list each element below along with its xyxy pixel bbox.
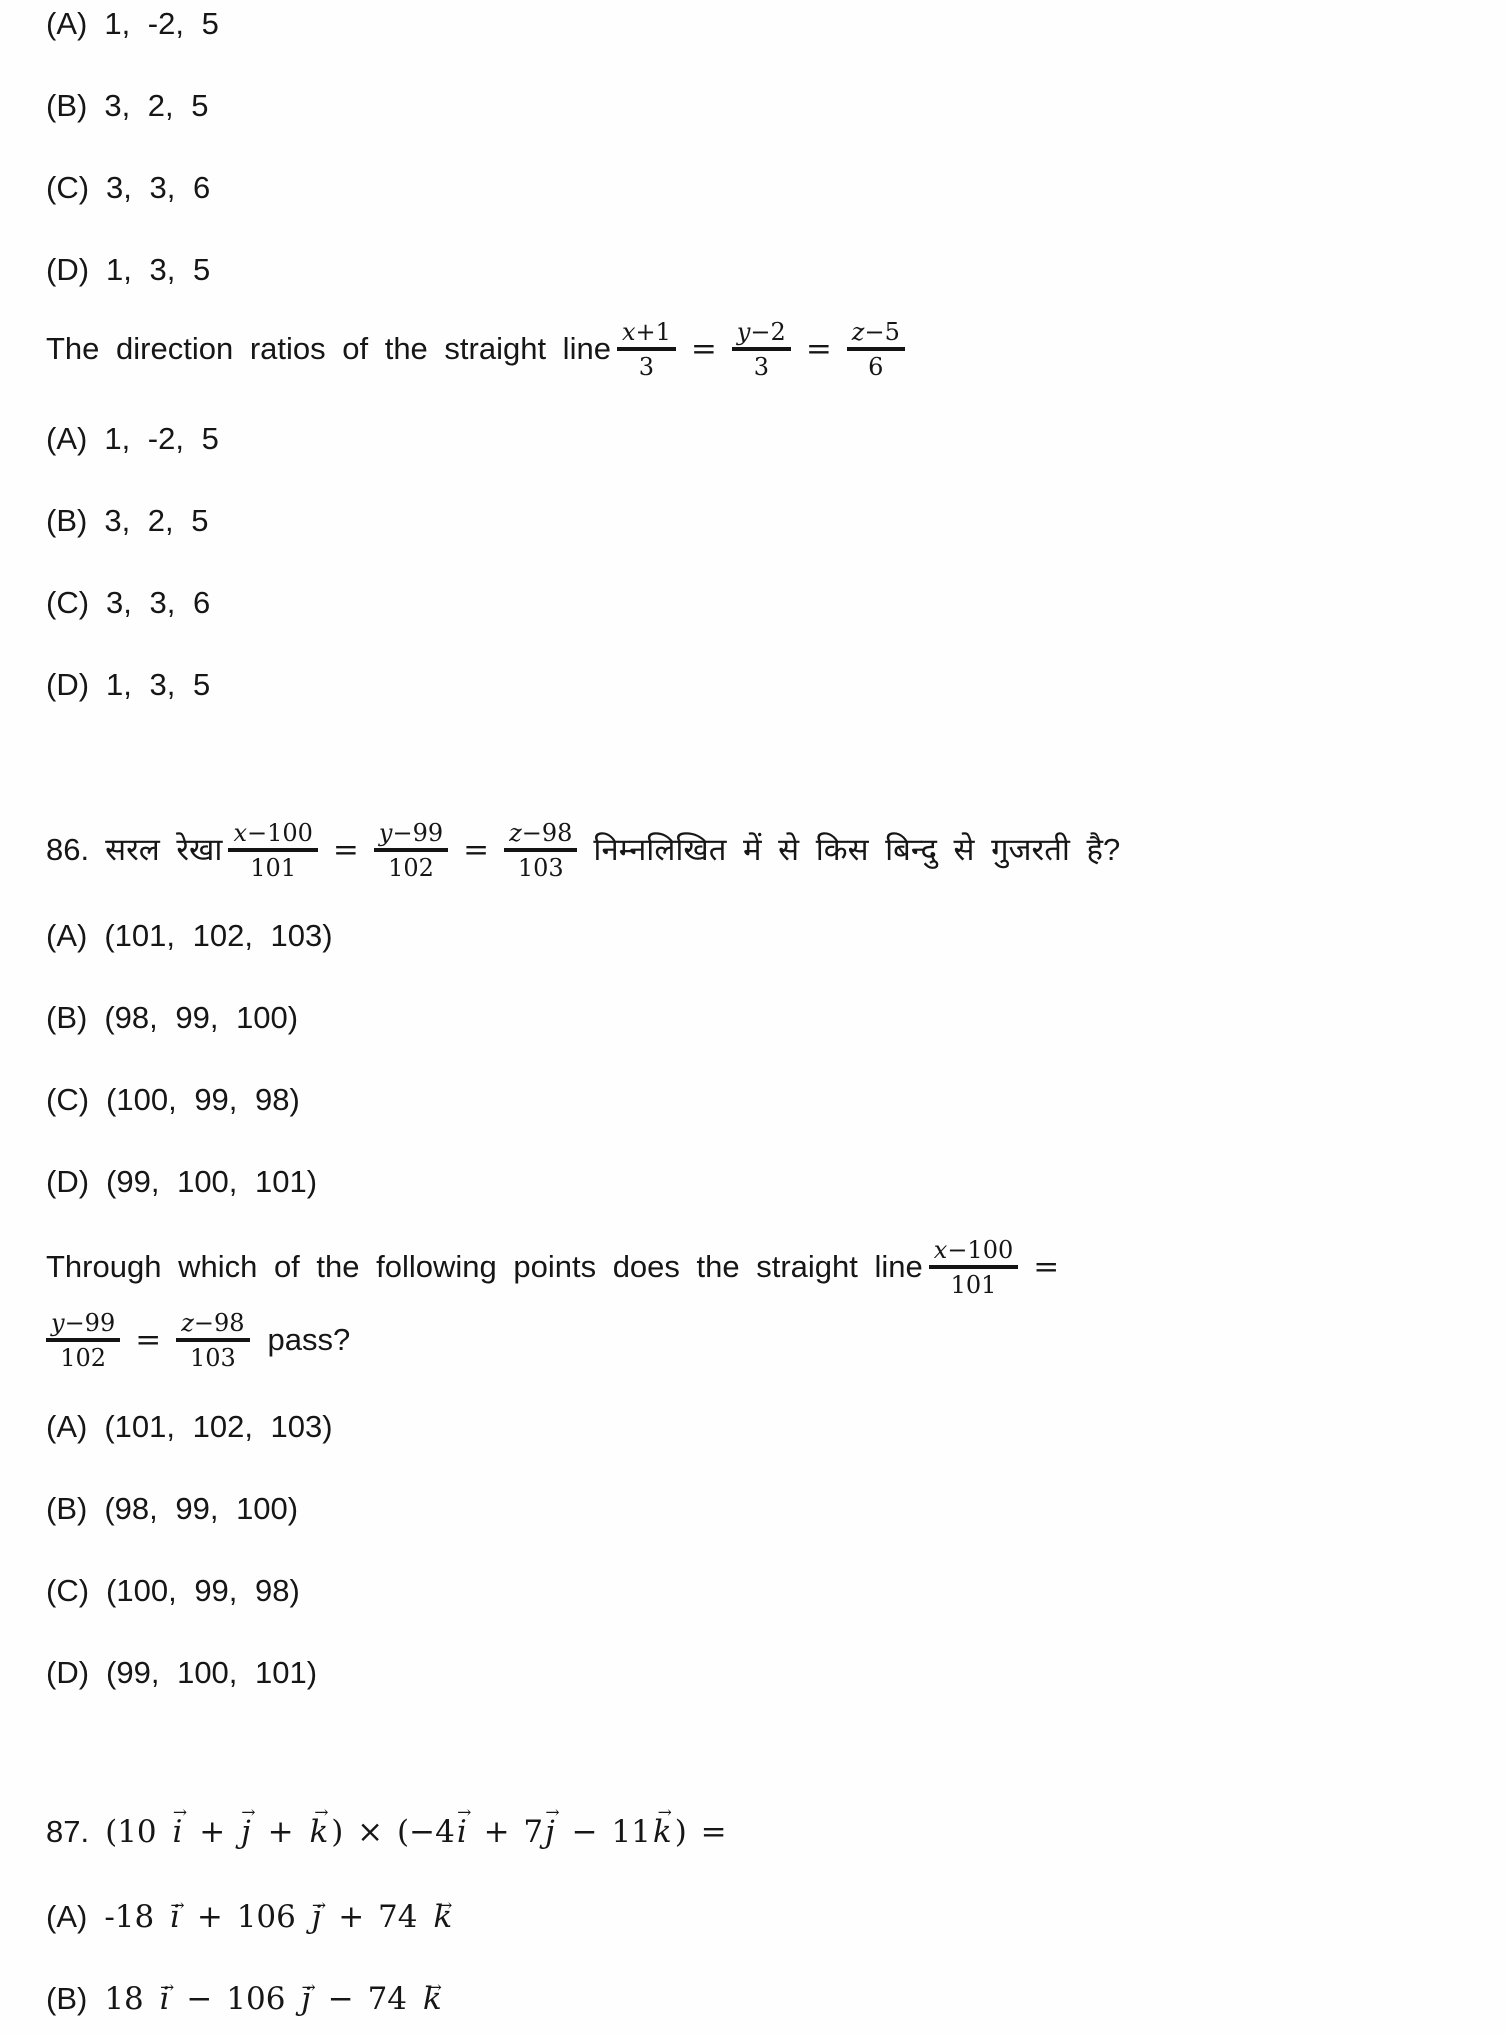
fraction-numerator: [176, 1309, 249, 1337]
numerator-variable: x: [933, 1235, 948, 1264]
vector-letter: j →: [545, 1814, 555, 1850]
option-label: (B): [46, 1981, 88, 2016]
fraction: [732, 318, 791, 381]
numerator-variable: z: [509, 818, 522, 847]
option-label: (A): [46, 6, 88, 41]
fraction-numerator: [374, 819, 448, 847]
option-value: 1, -2, 5: [104, 421, 219, 456]
equals-sign: =: [135, 1322, 162, 1358]
vector-expression: (10 i → + j → + k →) × (−4i → + 7j → − 11k →) =: [105, 1814, 727, 1850]
equals-sign: =: [690, 331, 717, 367]
option-row: [46, 1572, 1465, 1610]
numerator-rest: −100: [247, 818, 313, 847]
option-row: [46, 1081, 1465, 1119]
fraction-bar: [929, 1265, 1018, 1269]
q86-english-question: [46, 1235, 1465, 1371]
fraction-denominator: 103: [189, 1343, 236, 1372]
fraction-bar: [46, 1338, 120, 1342]
option-label: (A): [46, 421, 88, 456]
vector-letter: k →: [423, 1975, 442, 2023]
fraction-denominator: 3: [638, 352, 655, 381]
fraction-numerator: [929, 1236, 1018, 1264]
fraction: [46, 1309, 120, 1372]
numerator-rest: −100: [947, 1235, 1014, 1264]
option-row: [46, 420, 1465, 458]
numerator-rest: −99: [392, 818, 444, 847]
numerator-variable: y: [51, 1308, 65, 1337]
q85-english-question: [46, 317, 1465, 381]
fraction-bar: [847, 347, 905, 351]
vector-letter: k →: [309, 1814, 328, 1850]
option-row: [46, 1408, 1465, 1446]
fraction: [176, 1309, 249, 1372]
equals-sign: =: [463, 832, 490, 868]
vector-letter: i →: [160, 1975, 170, 2023]
q86-english-options: [46, 1408, 1465, 1692]
fraction-denominator: 3: [753, 352, 769, 381]
option-label: (A): [46, 1409, 88, 1444]
fraction: [929, 1236, 1018, 1299]
fraction-bar: [374, 848, 448, 852]
numerator-rest: −2: [750, 317, 786, 346]
option-row: [46, 1163, 1465, 1201]
fraction-bar: [504, 848, 577, 852]
option-value: 3, 2, 5: [104, 88, 209, 123]
option-label: (C): [46, 1082, 90, 1117]
option-label: (B): [46, 88, 88, 123]
option-row: [46, 169, 1465, 207]
fraction-denominator: 102: [388, 853, 434, 882]
option-row: [46, 251, 1465, 289]
numerator-rest: −5: [864, 317, 900, 346]
option-row: [46, 999, 1465, 1037]
question-text: The direction ratios of the straight line: [46, 331, 611, 366]
fraction-numerator: [617, 318, 676, 346]
fraction-numerator: [847, 318, 905, 346]
question-text-post: निम्नलिखित में से किस बिन्दु से गुजरती है?: [593, 832, 1121, 867]
option-label: (B): [46, 503, 88, 538]
option-value: 3, 3, 6: [106, 170, 211, 205]
option-label: (D): [46, 252, 90, 287]
option-value: (99, 100, 101): [106, 1655, 318, 1690]
numerator-variable: z: [181, 1308, 194, 1337]
equals-sign: =: [332, 832, 359, 868]
option-row: [46, 1893, 1465, 1941]
numerator-rest: −99: [64, 1308, 116, 1337]
q87-question: [46, 1798, 1465, 1850]
option-value: (99, 100, 101): [106, 1164, 318, 1199]
option-value: (101, 102, 103): [104, 918, 333, 953]
option-label: (A): [46, 1899, 88, 1934]
option-row: [46, 87, 1465, 125]
option-value-vector-expression: -18 i → + 106 j → + 74 k →: [104, 1899, 455, 1935]
option-row: [46, 1490, 1465, 1528]
question-text-pre: सरल रेखा: [105, 832, 223, 867]
fraction-numerator: [228, 819, 317, 847]
option-value: (101, 102, 103): [104, 1409, 333, 1444]
vector-letter: j →: [241, 1814, 251, 1850]
option-row: [46, 917, 1465, 955]
option-label: (B): [46, 1000, 88, 1035]
option-row: [46, 502, 1465, 540]
option-label: (B): [46, 1491, 88, 1526]
question-line-2: [46, 1309, 1465, 1371]
option-row: [46, 1975, 1465, 2023]
option-row: [46, 1654, 1465, 1692]
equals-sign: =: [805, 331, 832, 367]
fraction-bar: [732, 347, 791, 351]
numerator-rest: +1: [635, 317, 671, 346]
numerator-rest: −98: [521, 818, 573, 847]
option-value: (98, 99, 100): [104, 1491, 299, 1526]
option-value-vector-expression: 18 i → − 106 j → − 74 k →: [104, 1981, 444, 2017]
fraction-denominator: 101: [950, 1270, 997, 1299]
vector-letter: k →: [433, 1893, 452, 1941]
option-row: [46, 584, 1465, 622]
fraction-bar: [176, 1338, 249, 1342]
vector-letter: j →: [301, 1975, 311, 2023]
vector-letter: i →: [173, 1814, 183, 1850]
q87-options: [46, 1893, 1465, 2023]
option-value: (98, 99, 100): [104, 1000, 299, 1035]
option-value: 3, 3, 6: [106, 585, 211, 620]
vector-letter: k →: [653, 1814, 672, 1850]
fraction-denominator: 102: [60, 1343, 107, 1372]
option-label: (C): [46, 170, 90, 205]
option-label: (A): [46, 918, 88, 953]
option-value: 3, 2, 5: [104, 503, 209, 538]
equals-sign: =: [1033, 1249, 1060, 1285]
question-line-1: [46, 1235, 1465, 1299]
fraction-numerator: [732, 318, 791, 346]
numerator-variable: x: [621, 317, 636, 346]
q86-hindi-options: [46, 917, 1465, 1201]
numerator-variable: z: [851, 317, 865, 346]
fraction-bar: [617, 347, 676, 351]
option-value: 1, 3, 5: [106, 252, 211, 287]
fraction: [847, 318, 905, 381]
numerator-rest: −98: [193, 1308, 245, 1337]
option-value: 1, -2, 5: [104, 6, 219, 41]
fraction: [374, 819, 448, 882]
option-row: [46, 666, 1465, 704]
option-label: (D): [46, 1655, 90, 1690]
question-number: 86.: [46, 832, 90, 867]
vector-letter: i →: [457, 1814, 467, 1850]
option-label: (D): [46, 667, 90, 702]
question-text-tail: pass?: [267, 1322, 351, 1357]
vector-letter: j →: [312, 1893, 322, 1941]
numerator-variable: x: [233, 818, 247, 847]
option-value: 1, 3, 5: [106, 667, 211, 702]
vector-letter: i →: [170, 1893, 180, 1941]
option-value: (100, 99, 98): [106, 1573, 300, 1608]
fraction-denominator: 103: [517, 853, 564, 882]
fraction: [228, 819, 317, 882]
option-label: (C): [46, 585, 90, 620]
option-label: (C): [46, 1573, 90, 1608]
q86-hindi-question: [46, 816, 1465, 884]
numerator-variable: y: [378, 818, 393, 847]
option-label: (D): [46, 1164, 90, 1199]
option-row: [46, 5, 1465, 43]
question-text: Through which of the following points does the straight line: [46, 1249, 923, 1284]
fraction-numerator: [504, 819, 577, 847]
fraction-denominator: 6: [868, 352, 884, 381]
question-number: 87.: [46, 1814, 90, 1849]
fraction-numerator: [46, 1309, 120, 1337]
q85-hindi-options: [46, 5, 1465, 289]
fraction: [504, 819, 577, 882]
fraction: [617, 318, 676, 381]
q85-english-options: [46, 420, 1465, 704]
fraction-bar: [228, 848, 317, 852]
numerator-variable: y: [736, 317, 751, 346]
option-value: (100, 99, 98): [106, 1082, 300, 1117]
fraction-denominator: 101: [250, 853, 297, 882]
